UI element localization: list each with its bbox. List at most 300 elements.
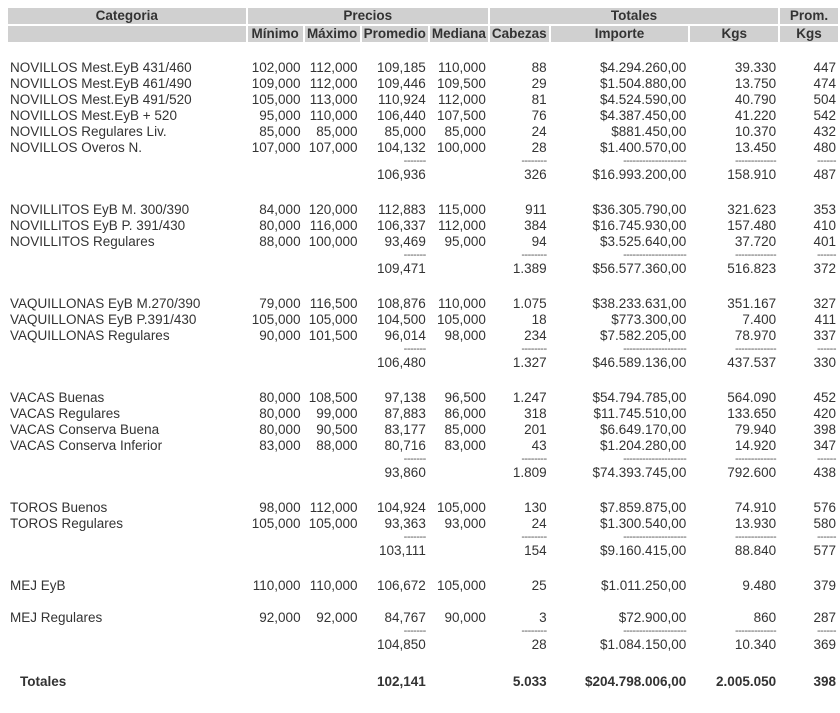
table-row xyxy=(8,406,838,422)
maximo-cell: 101,500 xyxy=(308,328,358,343)
cabezas-cell: 1.247 xyxy=(512,390,547,405)
maximo-cell: 112,000 xyxy=(309,60,358,75)
divider-kgs: ------------- xyxy=(734,532,777,542)
cabezas-cell: 384 xyxy=(524,218,547,233)
importe-cell: $1.011.250,00 xyxy=(600,578,687,593)
minimo-cell: 105,000 xyxy=(251,312,301,327)
blank-cell xyxy=(305,344,360,354)
prom-kgs-cell: 287 xyxy=(813,610,836,625)
kgs-cell: 7.400 xyxy=(742,312,777,327)
cabezas-cell: 130 xyxy=(524,500,547,515)
blank-cell xyxy=(248,532,303,542)
kgs-cell: 78.970 xyxy=(734,328,777,343)
subtotal-promedio: 93,860 xyxy=(384,465,426,480)
blank-cell xyxy=(305,260,360,280)
kgs-cell: 41.220 xyxy=(734,108,777,123)
blank-cell xyxy=(305,636,360,656)
importe-cell: $4.524.590,00 xyxy=(599,92,687,107)
mediana-cell: 95,000 xyxy=(444,234,486,249)
maximo-cell: 90,500 xyxy=(316,422,358,437)
separator-row xyxy=(8,250,838,260)
mediana-cell: 105,000 xyxy=(437,312,486,327)
table-row xyxy=(8,296,838,312)
subtotal-promedio: 106,936 xyxy=(377,167,426,182)
subtotal-promedio: 109,471 xyxy=(377,261,426,276)
maximo-cell: 92,000 xyxy=(316,610,358,625)
cabezas-cell: 88 xyxy=(531,60,547,75)
cabezas-cell: 201 xyxy=(524,422,547,437)
importe-cell: $3.525.640,00 xyxy=(599,234,687,249)
promedio-cell: 96,014 xyxy=(384,328,426,343)
blank-cell xyxy=(8,156,246,166)
cabezas-cell: 1.075 xyxy=(512,296,547,311)
mediana-cell: 85,000 xyxy=(444,422,486,437)
divider-promedio: ------- xyxy=(403,344,426,354)
divider-importe: -------------------- xyxy=(623,156,687,166)
minimo-cell: 105,000 xyxy=(251,516,301,531)
divider-prom-kgs: ------ xyxy=(817,626,836,636)
divider-prom-kgs: ------ xyxy=(817,532,836,542)
subtotal-cabezas: 154 xyxy=(524,543,547,558)
kgs-cell: 74.910 xyxy=(734,500,777,515)
importe-cell: $6.649.170,00 xyxy=(599,422,687,437)
prom-kgs-cell: 337 xyxy=(813,328,836,343)
divider-promedio: ------- xyxy=(403,532,426,542)
prom-kgs-cell: 411 xyxy=(814,312,836,327)
mediana-cell: 107,500 xyxy=(437,108,486,123)
table-row xyxy=(8,92,838,108)
subtotal-row xyxy=(8,636,838,656)
subtotal-cabezas: 1.389 xyxy=(512,261,547,276)
subtotal-row xyxy=(8,464,838,484)
kgs-cell: 13.750 xyxy=(734,76,777,91)
categoria-cell: MEJ Regulares xyxy=(10,610,103,625)
blank-cell xyxy=(8,542,246,562)
subtotal-row xyxy=(8,542,838,562)
cabezas-cell: 25 xyxy=(531,578,547,593)
prom-kgs-cell: 480 xyxy=(813,140,836,155)
spacer-row xyxy=(8,656,838,672)
cabezas-cell: 43 xyxy=(531,438,547,453)
divider-cabezas: -------- xyxy=(521,626,547,636)
subtotal-promedio: 103,111 xyxy=(379,543,426,558)
minimo-cell: 105,000 xyxy=(251,92,301,107)
table-row xyxy=(8,312,838,328)
categoria-cell: NOVILLITOS EyB P. 391/430 xyxy=(10,218,186,233)
kgs-cell: 79.940 xyxy=(734,422,777,437)
maximo-cell: 112,000 xyxy=(309,500,358,515)
divider-importe: -------------------- xyxy=(623,250,687,260)
categoria-cell: NOVILLOS Mest.EyB 461/490 xyxy=(10,76,192,91)
kgs-cell: 13.450 xyxy=(734,140,777,155)
prom-kgs-cell: 410 xyxy=(813,218,836,233)
totals-importe: $204.798.006,00 xyxy=(584,674,687,689)
maximo-cell: 100,000 xyxy=(308,234,358,249)
subtotal-importe: $9.160.415,00 xyxy=(599,543,687,558)
prom-kgs-cell: 401 xyxy=(813,234,836,249)
subtotal-kgs: 437.537 xyxy=(727,355,777,370)
prom-kgs-cell: 398 xyxy=(813,422,836,437)
blank-cell xyxy=(305,156,360,166)
separator-row xyxy=(8,344,838,354)
subtotal-prom-kgs: 369 xyxy=(813,637,836,652)
header-minimo: Mínimo xyxy=(248,26,303,44)
subtotal-promedio: 106,480 xyxy=(377,355,426,370)
blank-cell xyxy=(8,636,246,656)
subtotal-row xyxy=(8,354,838,374)
cabezas-cell: 24 xyxy=(531,516,547,531)
kgs-cell: 10.370 xyxy=(734,124,777,139)
subtotal-kgs: 516.823 xyxy=(727,261,777,276)
kgs-cell: 860 xyxy=(753,610,777,625)
mediana-cell: 98,000 xyxy=(444,328,486,343)
minimo-cell: 102,000 xyxy=(251,60,301,75)
table-row xyxy=(8,76,838,92)
table-row xyxy=(8,438,838,454)
table-row xyxy=(8,234,838,250)
table-row xyxy=(8,140,838,156)
header-totales: Totales xyxy=(490,8,778,26)
maximo-cell: 85,000 xyxy=(316,124,358,139)
blank-cell xyxy=(305,464,360,484)
kgs-cell: 13.930 xyxy=(734,516,777,531)
spacer-cell xyxy=(8,374,838,390)
blank-cell xyxy=(248,156,303,166)
promedio-cell: 83,177 xyxy=(384,422,426,437)
mediana-cell: 83,000 xyxy=(444,438,486,453)
blank-cell xyxy=(430,260,488,280)
header-importe: Importe xyxy=(551,26,689,44)
promedio-cell: 87,883 xyxy=(384,406,426,421)
table-row xyxy=(8,516,838,532)
blank-cell xyxy=(305,672,360,692)
table-row xyxy=(8,390,838,406)
prom-kgs-cell: 420 xyxy=(813,406,836,421)
header-maximo: Máximo xyxy=(305,26,360,44)
separator-row xyxy=(8,532,838,542)
spacer-cell xyxy=(8,656,838,672)
blank-cell xyxy=(305,250,360,260)
promedio-cell: 109,185 xyxy=(377,60,426,75)
importe-cell: $881.450,00 xyxy=(611,124,687,139)
totals-label: Totales xyxy=(20,674,67,689)
blank-cell xyxy=(248,454,303,464)
importe-cell: $1.204.280,00 xyxy=(599,438,687,453)
maximo-cell: 107,000 xyxy=(308,140,358,155)
divider-importe: -------------------- xyxy=(623,344,687,354)
importe-cell: $4.387.450,00 xyxy=(599,108,687,123)
kgs-cell: 351.167 xyxy=(727,296,777,311)
subtotal-cabezas: 326 xyxy=(524,167,547,182)
blank-cell xyxy=(430,636,488,656)
subtotal-row xyxy=(8,166,838,186)
blank-cell xyxy=(8,354,246,374)
subtotal-cabezas: 1.809 xyxy=(512,465,547,480)
importe-cell: $1.300.540,00 xyxy=(599,516,687,531)
blank-cell xyxy=(305,166,360,186)
totals-kgs: 2.005.050 xyxy=(716,674,777,689)
mediana-cell: 110,000 xyxy=(438,296,486,311)
kgs-cell: 9.480 xyxy=(742,578,777,593)
mediana-cell: 85,000 xyxy=(444,124,486,139)
divider-importe: -------------------- xyxy=(623,454,687,464)
categoria-cell: NOVILLOS Overos N. xyxy=(10,140,143,155)
promedio-cell: 110,924 xyxy=(378,92,426,107)
kgs-cell: 40.790 xyxy=(734,92,777,107)
subtotal-importe: $46.589.136,00 xyxy=(592,355,687,370)
blank-cell xyxy=(430,454,488,464)
table-row xyxy=(8,500,838,516)
promedio-cell: 106,337 xyxy=(377,218,426,233)
minimo-cell: 92,000 xyxy=(259,610,301,625)
blank-cell xyxy=(305,542,360,562)
minimo-cell: 95,000 xyxy=(259,108,301,123)
spacer-row xyxy=(8,44,838,60)
subtotal-importe: $74.393.745,00 xyxy=(592,465,687,480)
prom-kgs-cell: 504 xyxy=(813,92,836,107)
spacer-row xyxy=(8,484,838,500)
mediana-cell: 105,000 xyxy=(437,578,486,593)
maximo-cell: 110,000 xyxy=(309,578,358,593)
promedio-cell: 104,500 xyxy=(377,312,426,327)
minimo-cell: 88,000 xyxy=(259,234,301,249)
categoria-cell: VACAS Conserva Inferior xyxy=(10,438,163,453)
promedio-cell: 106,672 xyxy=(377,578,426,593)
minimo-cell: 98,000 xyxy=(259,500,301,515)
spacer-row xyxy=(8,562,838,578)
maximo-cell: 120,000 xyxy=(308,202,358,217)
blank-cell xyxy=(248,542,303,562)
categoria-cell: NOVILLITOS EyB M. 300/390 xyxy=(10,202,190,217)
table-row xyxy=(8,422,838,438)
header-row-top xyxy=(8,8,838,26)
importe-cell: $1.400.570,00 xyxy=(599,140,687,155)
kgs-cell: 39.330 xyxy=(734,60,777,75)
header-promedio: Promedio xyxy=(362,26,428,44)
maximo-cell: 110,000 xyxy=(309,108,358,123)
categoria-cell: VACAS Regulares xyxy=(10,406,121,421)
cattle-market-summary-table xyxy=(6,8,840,692)
spacer-row xyxy=(8,374,838,390)
table-row xyxy=(8,578,838,594)
promedio-cell: 93,469 xyxy=(384,234,426,249)
subtotal-kgs: 158.910 xyxy=(727,167,777,182)
table-row xyxy=(8,108,838,124)
divider-importe: -------------------- xyxy=(623,532,687,542)
header-categoria: Categoria xyxy=(8,8,246,26)
cabezas-cell: 29 xyxy=(531,76,547,91)
kgs-cell: 14.920 xyxy=(734,438,777,453)
cabezas-cell: 28 xyxy=(531,140,547,155)
maximo-cell: 108,500 xyxy=(308,390,358,405)
divider-kgs: ------------- xyxy=(734,156,777,166)
importe-cell: $773.300,00 xyxy=(611,312,687,327)
blank-cell xyxy=(8,260,246,280)
divider-promedio: ------- xyxy=(403,156,426,166)
spacer-row xyxy=(8,594,838,610)
blank-cell xyxy=(430,672,488,692)
table-row xyxy=(8,60,838,76)
header-prom: Prom. xyxy=(780,8,838,26)
spacer-cell xyxy=(8,594,838,610)
table-row xyxy=(8,202,838,218)
minimo-cell: 79,000 xyxy=(259,296,301,311)
prom-kgs-cell: 353 xyxy=(813,202,836,217)
blank-cell xyxy=(430,532,488,542)
blank-cell xyxy=(248,626,303,636)
totals-row xyxy=(8,672,838,692)
prom-kgs-cell: 452 xyxy=(813,390,836,405)
blank-cell xyxy=(8,532,246,542)
importe-cell: $36.305.790,00 xyxy=(592,202,687,217)
blank-cell xyxy=(8,464,246,484)
subtotal-prom-kgs: 330 xyxy=(813,355,836,370)
maximo-cell: 105,000 xyxy=(308,312,358,327)
divider-kgs: ------------- xyxy=(734,454,777,464)
blank-cell xyxy=(305,626,360,636)
blank-cell xyxy=(430,542,488,562)
importe-cell: $11.745.510,00 xyxy=(593,406,687,421)
prom-kgs-cell: 576 xyxy=(813,500,836,515)
blank-cell xyxy=(305,354,360,374)
divider-promedio: ------- xyxy=(403,454,426,464)
subtotal-promedio: 104,850 xyxy=(377,637,426,652)
spacer-row xyxy=(8,280,838,296)
mediana-cell: 109,500 xyxy=(437,76,486,91)
importe-cell: $7.582.205,00 xyxy=(599,328,687,343)
maximo-cell: 116,500 xyxy=(309,296,358,311)
categoria-cell: MEJ EyB xyxy=(10,578,66,593)
blank-cell xyxy=(8,626,246,636)
kgs-cell: 133.650 xyxy=(727,406,777,421)
divider-cabezas: -------- xyxy=(521,250,547,260)
promedio-cell: 104,924 xyxy=(377,500,426,515)
subtotal-prom-kgs: 487 xyxy=(813,167,836,182)
minimo-cell: 84,000 xyxy=(259,202,301,217)
kgs-cell: 321.623 xyxy=(727,202,777,217)
kgs-cell: 37.720 xyxy=(734,234,777,249)
subtotal-importe: $16.993.200,00 xyxy=(592,167,687,182)
header-prom-kgs: Kgs xyxy=(780,26,838,44)
mediana-cell: 96,500 xyxy=(444,390,486,405)
promedio-cell: 112,883 xyxy=(378,202,426,217)
subtotal-kgs: 88.840 xyxy=(734,543,777,558)
mediana-cell: 112,000 xyxy=(438,218,486,233)
blank-cell xyxy=(8,344,246,354)
blank-cell xyxy=(248,166,303,186)
blank-cell xyxy=(248,672,303,692)
prom-kgs-cell: 474 xyxy=(813,76,836,91)
categoria-cell: VAQUILLONAS EyB P.391/430 xyxy=(10,312,197,327)
cabezas-cell: 911 xyxy=(525,202,547,217)
categoria-cell: TOROS Buenos xyxy=(10,500,108,515)
mediana-cell: 86,000 xyxy=(444,406,486,421)
blank-cell xyxy=(430,354,488,374)
promedio-cell: 109,446 xyxy=(377,76,426,91)
categoria-cell: VACAS Buenas xyxy=(10,390,105,405)
header-mediana: Mediana xyxy=(430,26,488,44)
minimo-cell: 90,000 xyxy=(259,328,301,343)
table-row xyxy=(8,610,838,626)
categoria-cell: NOVILLOS Regulares Liv. xyxy=(10,124,167,139)
subtotal-cabezas: 1.327 xyxy=(512,355,547,370)
spacer-row xyxy=(8,186,838,202)
blank-cell xyxy=(248,250,303,260)
blank-cell xyxy=(430,156,488,166)
spacer-cell xyxy=(8,44,838,60)
blank-cell xyxy=(248,344,303,354)
cabezas-cell: 3 xyxy=(539,610,547,625)
categoria-cell: VAQUILLONAS Regulares xyxy=(10,328,170,343)
cabezas-cell: 81 xyxy=(531,92,547,107)
categoria-cell: VACAS Conserva Buena xyxy=(10,422,160,437)
promedio-cell: 93,363 xyxy=(384,516,426,531)
table-body xyxy=(8,44,838,692)
maximo-cell: 112,000 xyxy=(309,76,358,91)
categoria-cell: NOVILLOS Mest.EyB 431/460 xyxy=(10,60,192,75)
categoria-cell: NOVILLOS Mest.EyB + 520 xyxy=(10,108,177,123)
promedio-cell: 80,716 xyxy=(384,438,426,453)
categoria-cell: NOVILLITOS Regulares xyxy=(10,234,155,249)
minimo-cell: 109,000 xyxy=(251,76,301,91)
blank-cell xyxy=(430,250,488,260)
promedio-cell: 108,876 xyxy=(377,296,426,311)
divider-cabezas: -------- xyxy=(521,532,547,542)
totals-prom-kgs: 398 xyxy=(813,674,836,689)
cabezas-cell: 234 xyxy=(524,328,547,343)
importe-cell: $4.294.260,00 xyxy=(599,60,687,75)
subtotal-prom-kgs: 372 xyxy=(813,261,836,276)
mediana-cell: 115,000 xyxy=(438,202,486,217)
divider-cabezas: -------- xyxy=(521,454,547,464)
separator-row xyxy=(8,156,838,166)
divider-kgs: ------------- xyxy=(734,344,777,354)
blank-cell xyxy=(8,454,246,464)
categoria-cell: VAQUILLONAS EyB M.270/390 xyxy=(10,296,201,311)
minimo-cell: 107,000 xyxy=(251,140,301,155)
blank-cell xyxy=(305,454,360,464)
mediana-cell: 93,000 xyxy=(444,516,486,531)
subtotal-cabezas: 28 xyxy=(531,637,547,652)
kgs-cell: 564.090 xyxy=(727,390,777,405)
importe-cell: $16.745.930,00 xyxy=(592,218,687,233)
divider-kgs: ------------- xyxy=(734,250,777,260)
minimo-cell: 80,000 xyxy=(259,406,301,421)
importe-cell: $7.859.875,00 xyxy=(599,500,687,515)
blank-cell xyxy=(8,250,246,260)
subtotal-kgs: 10.340 xyxy=(734,637,777,652)
divider-kgs: ------------- xyxy=(734,626,777,636)
minimo-cell: 110,000 xyxy=(252,578,301,593)
table-row xyxy=(8,124,838,140)
subtotal-kgs: 792.600 xyxy=(727,465,777,480)
prom-kgs-cell: 580 xyxy=(813,516,836,531)
categoria-cell: TOROS Regulares xyxy=(10,516,124,531)
subtotal-importe: $1.084.150,00 xyxy=(599,637,687,652)
minimo-cell: 80,000 xyxy=(259,422,301,437)
table-row xyxy=(8,218,838,234)
cabezas-cell: 76 xyxy=(531,108,547,123)
minimo-cell: 80,000 xyxy=(259,218,301,233)
maximo-cell: 116,000 xyxy=(309,218,358,233)
divider-promedio: ------- xyxy=(403,626,426,636)
separator-row xyxy=(8,626,838,636)
prom-kgs-cell: 542 xyxy=(813,108,836,123)
divider-cabezas: -------- xyxy=(521,156,547,166)
divider-promedio: ------- xyxy=(403,250,426,260)
mediana-cell: 105,000 xyxy=(437,500,486,515)
subtotal-prom-kgs: 577 xyxy=(813,543,836,558)
